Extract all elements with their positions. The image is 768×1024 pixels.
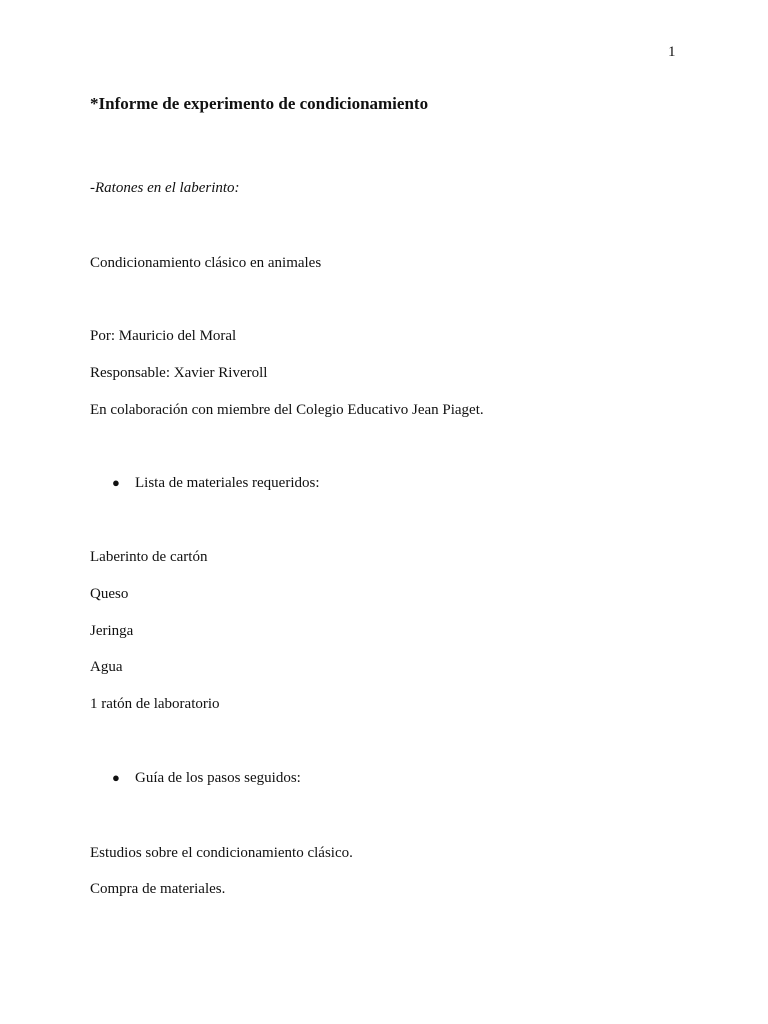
document-topic: Condicionamiento clásico en animales xyxy=(90,255,322,271)
steps-item: Compra de materiales. xyxy=(90,881,226,897)
materials-item: Laberinto de cartón xyxy=(90,549,208,565)
document-title: *Informe de experimento de condicionamiento xyxy=(90,94,429,113)
bullet-icon: ● xyxy=(112,770,120,785)
materials-heading xyxy=(112,475,320,492)
author-line: Por: Mauricio del Moral xyxy=(90,328,237,344)
responsible-line: Responsable: Xavier Riveroll xyxy=(90,365,268,381)
page-number: 1 xyxy=(668,44,676,60)
materials-item: Agua xyxy=(90,659,123,675)
document-subtitle: -Ratones en el laberinto: xyxy=(90,180,240,196)
collaboration-line: En colaboración con miembre del Colegio Educativo Jean Piaget. xyxy=(90,402,484,418)
steps-heading xyxy=(112,770,301,787)
steps-item: Estudios sobre el condicionamiento clásico. xyxy=(90,845,353,861)
materials-heading-text: Lista de materiales requeridos: xyxy=(135,475,320,491)
bullet-icon: ● xyxy=(112,475,120,490)
steps-heading-text: Guía de los pasos seguidos: xyxy=(135,770,301,786)
materials-item: 1 ratón de laboratorio xyxy=(90,696,220,712)
materials-item: Jeringa xyxy=(90,623,134,639)
materials-item: Queso xyxy=(90,586,129,602)
